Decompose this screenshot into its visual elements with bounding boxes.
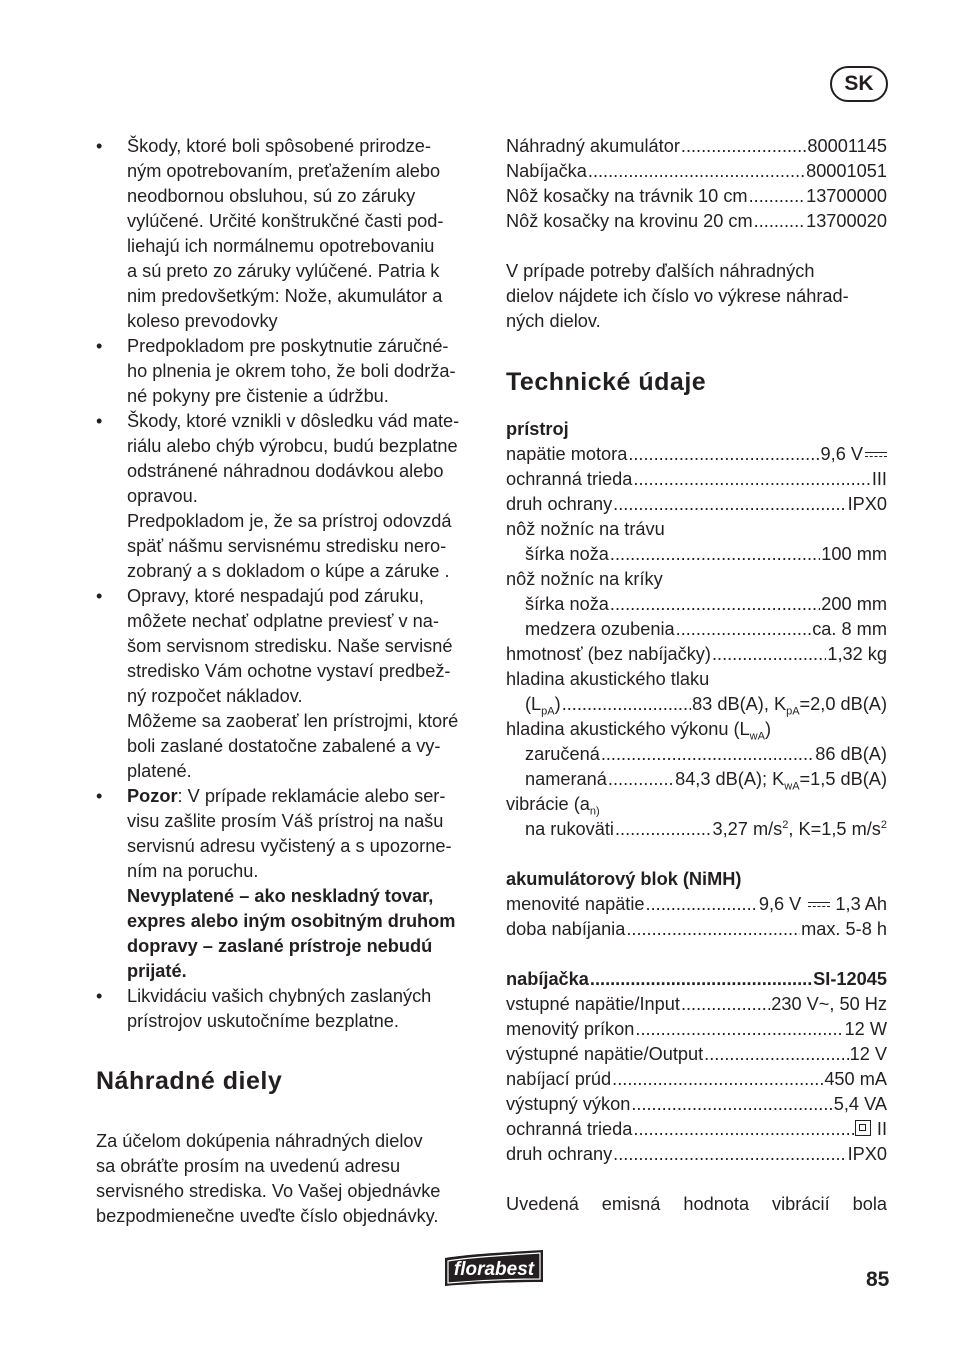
spec-label: nabíjací prúd: [506, 1069, 612, 1089]
spec-label: doba nabíjania: [506, 919, 626, 939]
spec-label: šírka noža: [525, 544, 609, 564]
bullet-line: zobraný a s dokladom o kúpe a záruke .: [127, 561, 450, 581]
spec-weight: [506, 642, 887, 667]
spare-parts-heading: Náhradné diely: [96, 1067, 283, 1095]
spl-heading: hladina akustického tlaku: [506, 669, 710, 689]
warranty-bullet: [96, 134, 480, 334]
text-line: bezpodmienečne uveďte číslo objednávky.: [96, 1206, 439, 1226]
bullet-dot: •: [96, 986, 103, 1006]
bullet-dot: •: [96, 336, 103, 356]
spec-label: menovité napätie: [506, 894, 645, 914]
bullet-bold-line: dopravy – zaslané prístroje nebudú: [127, 936, 433, 956]
bullet-line: nim predovšetkým: Nože, akumulátor a: [127, 286, 443, 306]
spec-rated-power: [506, 1017, 887, 1042]
bullet-line: opravou.: [127, 486, 198, 506]
spec-label: druh ochrany: [506, 494, 613, 514]
part-number: 80001145: [807, 136, 887, 156]
spec-charge-time: [506, 917, 887, 942]
spec-protection-class: [506, 467, 887, 492]
spec-battery-voltage: [506, 892, 887, 917]
bullet-line: Predpokladom pre poskytnutie záručné-: [127, 336, 449, 356]
vibration-note: Uvedená emisná hodnota vibrácií bola: [506, 1194, 887, 1214]
spec-value: 5,4 VA: [833, 1094, 887, 1114]
bullet-dot: •: [96, 586, 103, 606]
bullet-line: Pozor: V prípade reklamácie alebo ser-: [127, 786, 446, 806]
spec-label: $(L_{pA})$: [525, 694, 561, 718]
spec-value: 83 dB(A), $K_{pA}=2,0$ dB(A): [692, 694, 887, 718]
part-number: 13700020: [806, 211, 887, 231]
spec-value: 12 V: [849, 1044, 887, 1064]
spec-label: zaručená: [525, 744, 600, 764]
bullet-line: vylúčené. Určité konštrukčné časti pod-: [127, 211, 444, 231]
bullet-line: môžete nechať odplatne previesť v na-: [127, 611, 439, 631]
spec-value: 3,27 $m/s^2$, K=1,5 $m/s^2$: [712, 818, 887, 839]
bullet-line: boli zaslané dostatočne zabalené a vy-: [127, 736, 441, 756]
bullet-line: Opravy, ktoré nespadajú pod záruku,: [127, 586, 424, 606]
spec-value: 200 mm: [821, 594, 887, 614]
spec-tooth-gap: [506, 617, 887, 642]
spec-label: vstupné napätie/Input: [506, 994, 680, 1014]
spec-value: II: [855, 1117, 887, 1142]
spec-value: III: [871, 469, 887, 489]
spec-value: SI-12045: [813, 969, 887, 989]
bullet-line: ným opotrebovaním, preťažením alebo: [127, 161, 441, 181]
spec-value: 230 V~, 50 Hz: [771, 994, 887, 1014]
warranty-bullet: [96, 984, 480, 1034]
part-row: [506, 184, 887, 209]
bullet-line: odstránené náhradnou dodávkou alebo: [127, 461, 444, 481]
spec-label: nameraná: [525, 769, 607, 789]
spec-label: ochranná trieda: [506, 1119, 633, 1139]
spec-value: 9,6 V 1,3 Ah: [758, 894, 887, 914]
battery-heading: akumulátorový blok (NiMH): [506, 869, 742, 889]
bullet-line: ho plnenia je okrem toho, že boli dodrža-: [127, 361, 456, 381]
logo-text: florabest: [453, 1259, 535, 1280]
bullet-line: ním na poruchu.: [127, 861, 259, 881]
spec-charger-class: [506, 1117, 887, 1142]
spec-value: 1,32 kg: [827, 644, 887, 664]
spare-parts-text: [96, 1129, 480, 1229]
spec-value: 100 mm: [821, 544, 887, 564]
bullet-bold-line: Nevyplatené – ako neskladný tovar,: [127, 886, 434, 906]
spec-value: 9,6 V: [821, 442, 887, 467]
spec-label: menovitý príkon: [506, 1019, 635, 1039]
bullet-dot: •: [96, 136, 103, 156]
part-row: [506, 134, 887, 159]
grass-blade-heading: nôž nožníc na trávu: [506, 519, 665, 539]
bullet-line: Škody, ktoré boli spôsobené prirodze-: [127, 136, 431, 156]
spec-label: nabíjačka: [506, 969, 589, 989]
bullet-dot: •: [96, 411, 103, 431]
spec-charger-ip: [506, 1142, 887, 1167]
spec-grass-blade-width: [506, 542, 887, 567]
warranty-bullet: [96, 334, 480, 409]
spec-value: 12 W: [844, 1019, 887, 1039]
spec-charger-model: [506, 967, 887, 992]
tech-heading: Technické údaje: [506, 368, 707, 396]
right-column: [506, 134, 887, 1217]
bullet-line: prístrojov uskutočníme bezplatne.: [127, 1011, 399, 1031]
text-line: Za účelom dokúpenia náhradných dielov: [96, 1131, 423, 1151]
text-line: ných dielov.: [506, 311, 601, 331]
bullet-line: neodbornou obsluhou, sú zo záruky: [127, 186, 416, 206]
spec-spl: [506, 692, 887, 717]
device-heading: prístroj: [506, 419, 569, 439]
spec-swl-guaranteed: [506, 742, 887, 767]
bullet-line: Predpokladom je, že sa prístroj odovzdá: [127, 511, 452, 531]
spec-output-voltage: [506, 1042, 887, 1067]
bullet-line: né pokyny pre čistenie a údržbu.: [127, 386, 389, 406]
part-label: Nabíjačka: [506, 161, 587, 181]
bullet-line: liehajú ich normálnemu opotrebovaniu: [127, 236, 435, 256]
spec-value: 450 mA: [824, 1069, 887, 1089]
spec-label: hmotnosť (bez nabíjačky): [506, 644, 711, 664]
language-badge: SK: [830, 66, 888, 102]
bullet-bold-line: expres alebo iným osobitným druhom: [127, 911, 456, 931]
bullet-line: koleso prevodovky: [127, 311, 278, 331]
part-row: [506, 159, 887, 184]
warranty-bullet: [96, 409, 480, 584]
bullet-line: stredisko Vám ochotne vystaví predbež-: [127, 661, 451, 681]
spec-label: druh ochrany: [506, 1144, 613, 1164]
part-label: Nôž kosačky na krovinu 20 cm: [506, 211, 753, 231]
spec-value: IPX0: [847, 494, 887, 514]
page-number: 85: [866, 1268, 890, 1291]
bullet-line: a sú preto zo záruky vylúčené. Patria k: [127, 261, 440, 281]
spec-label: na rukoväti: [525, 819, 614, 839]
text-line: V prípade potreby ďalších náhradných: [506, 261, 815, 281]
spec-label: výstupný výkon: [506, 1094, 631, 1114]
warranty-bullets: [96, 134, 480, 1034]
warranty-bullet: [96, 584, 480, 784]
left-column: [96, 134, 480, 1229]
spec-input-voltage: [506, 992, 887, 1017]
spec-shrub-blade-width: [506, 592, 887, 617]
vibration-heading: vibrácie ($a_{n)}$: [506, 794, 600, 818]
parts-list: [506, 134, 887, 234]
part-number: 80001051: [806, 161, 887, 181]
spec-label: ochranná trieda: [506, 469, 633, 489]
bullet-line: Likvidáciu vašich chybných zaslaných: [127, 986, 432, 1006]
text-line: sa obráťte prosím na uvedenú adresu: [96, 1156, 401, 1176]
part-label: Nôž kosačky na trávnik 10 cm: [506, 186, 748, 206]
spec-label: výstupné napätie/Output: [506, 1044, 704, 1064]
spec-swl-measured: [506, 767, 887, 792]
dc-current-icon: [865, 452, 887, 459]
part-number: 13700000: [806, 186, 887, 206]
text-line: servisného strediska. Vo Vašej objednávke: [96, 1181, 441, 1201]
part-row: [506, 209, 887, 234]
bullet-line: ný rozpočet nákladov.: [127, 686, 303, 706]
bullet-line: servisnú adresu vyčistený a s upozorne-: [127, 836, 452, 856]
spec-motor-voltage: [506, 442, 887, 467]
shrub-blade-heading: nôž nožníc na kríky: [506, 569, 663, 589]
spec-charge-current: [506, 1067, 887, 1092]
bullet-dot: •: [96, 786, 103, 806]
spec-value: 86 dB(A): [815, 744, 887, 764]
spec-vibration-handle: [506, 817, 887, 842]
spec-output-power: [506, 1092, 887, 1117]
spec-value: ca. 8 mm: [812, 619, 887, 639]
spec-value: 84,3 dB(A); $K_{wA}=1,5$ dB(A): [675, 769, 887, 793]
part-label: Náhradný akumulátor: [506, 136, 680, 156]
florabest-logo: [439, 1248, 549, 1288]
bullet-line: Škody, ktoré vznikli v dôsledku vád mate-: [127, 411, 460, 431]
bullet-line: visu zašlite prosím Váš prístroj na našu: [127, 811, 444, 831]
spec-label: medzera ozubenia: [525, 619, 675, 639]
text-line: dielov nájdete ich číslo vo výkrese náhrad-: [506, 286, 849, 306]
protection-class-2-icon: [855, 1120, 871, 1136]
spec-label: napätie motora: [506, 444, 628, 464]
bullet-bold-line: prijaté.: [127, 961, 187, 981]
parts-note: [506, 259, 887, 334]
spec-value: max. 5-8 h: [801, 919, 887, 939]
bullet-line: riálu alebo chýb výrobcu, budú bezplatne: [127, 436, 458, 456]
bullet-line: Môžeme sa zaoberať len prístrojmi, ktoré: [127, 711, 459, 731]
spec-value: IPX0: [847, 1144, 887, 1164]
bullet-line: platené.: [127, 761, 192, 781]
swl-heading: hladina akustického výkonu $(L_{wA})$: [506, 719, 772, 743]
dc-current-icon: [808, 902, 830, 909]
spec-ip-rating: [506, 492, 887, 517]
bullet-line: späť nášmu servisnému stredisku nero-: [127, 536, 447, 556]
spec-label: šírka noža: [525, 594, 609, 614]
warranty-bullet: [96, 784, 480, 984]
bullet-line: šom servisnom stredisku. Naše servisné: [127, 636, 453, 656]
